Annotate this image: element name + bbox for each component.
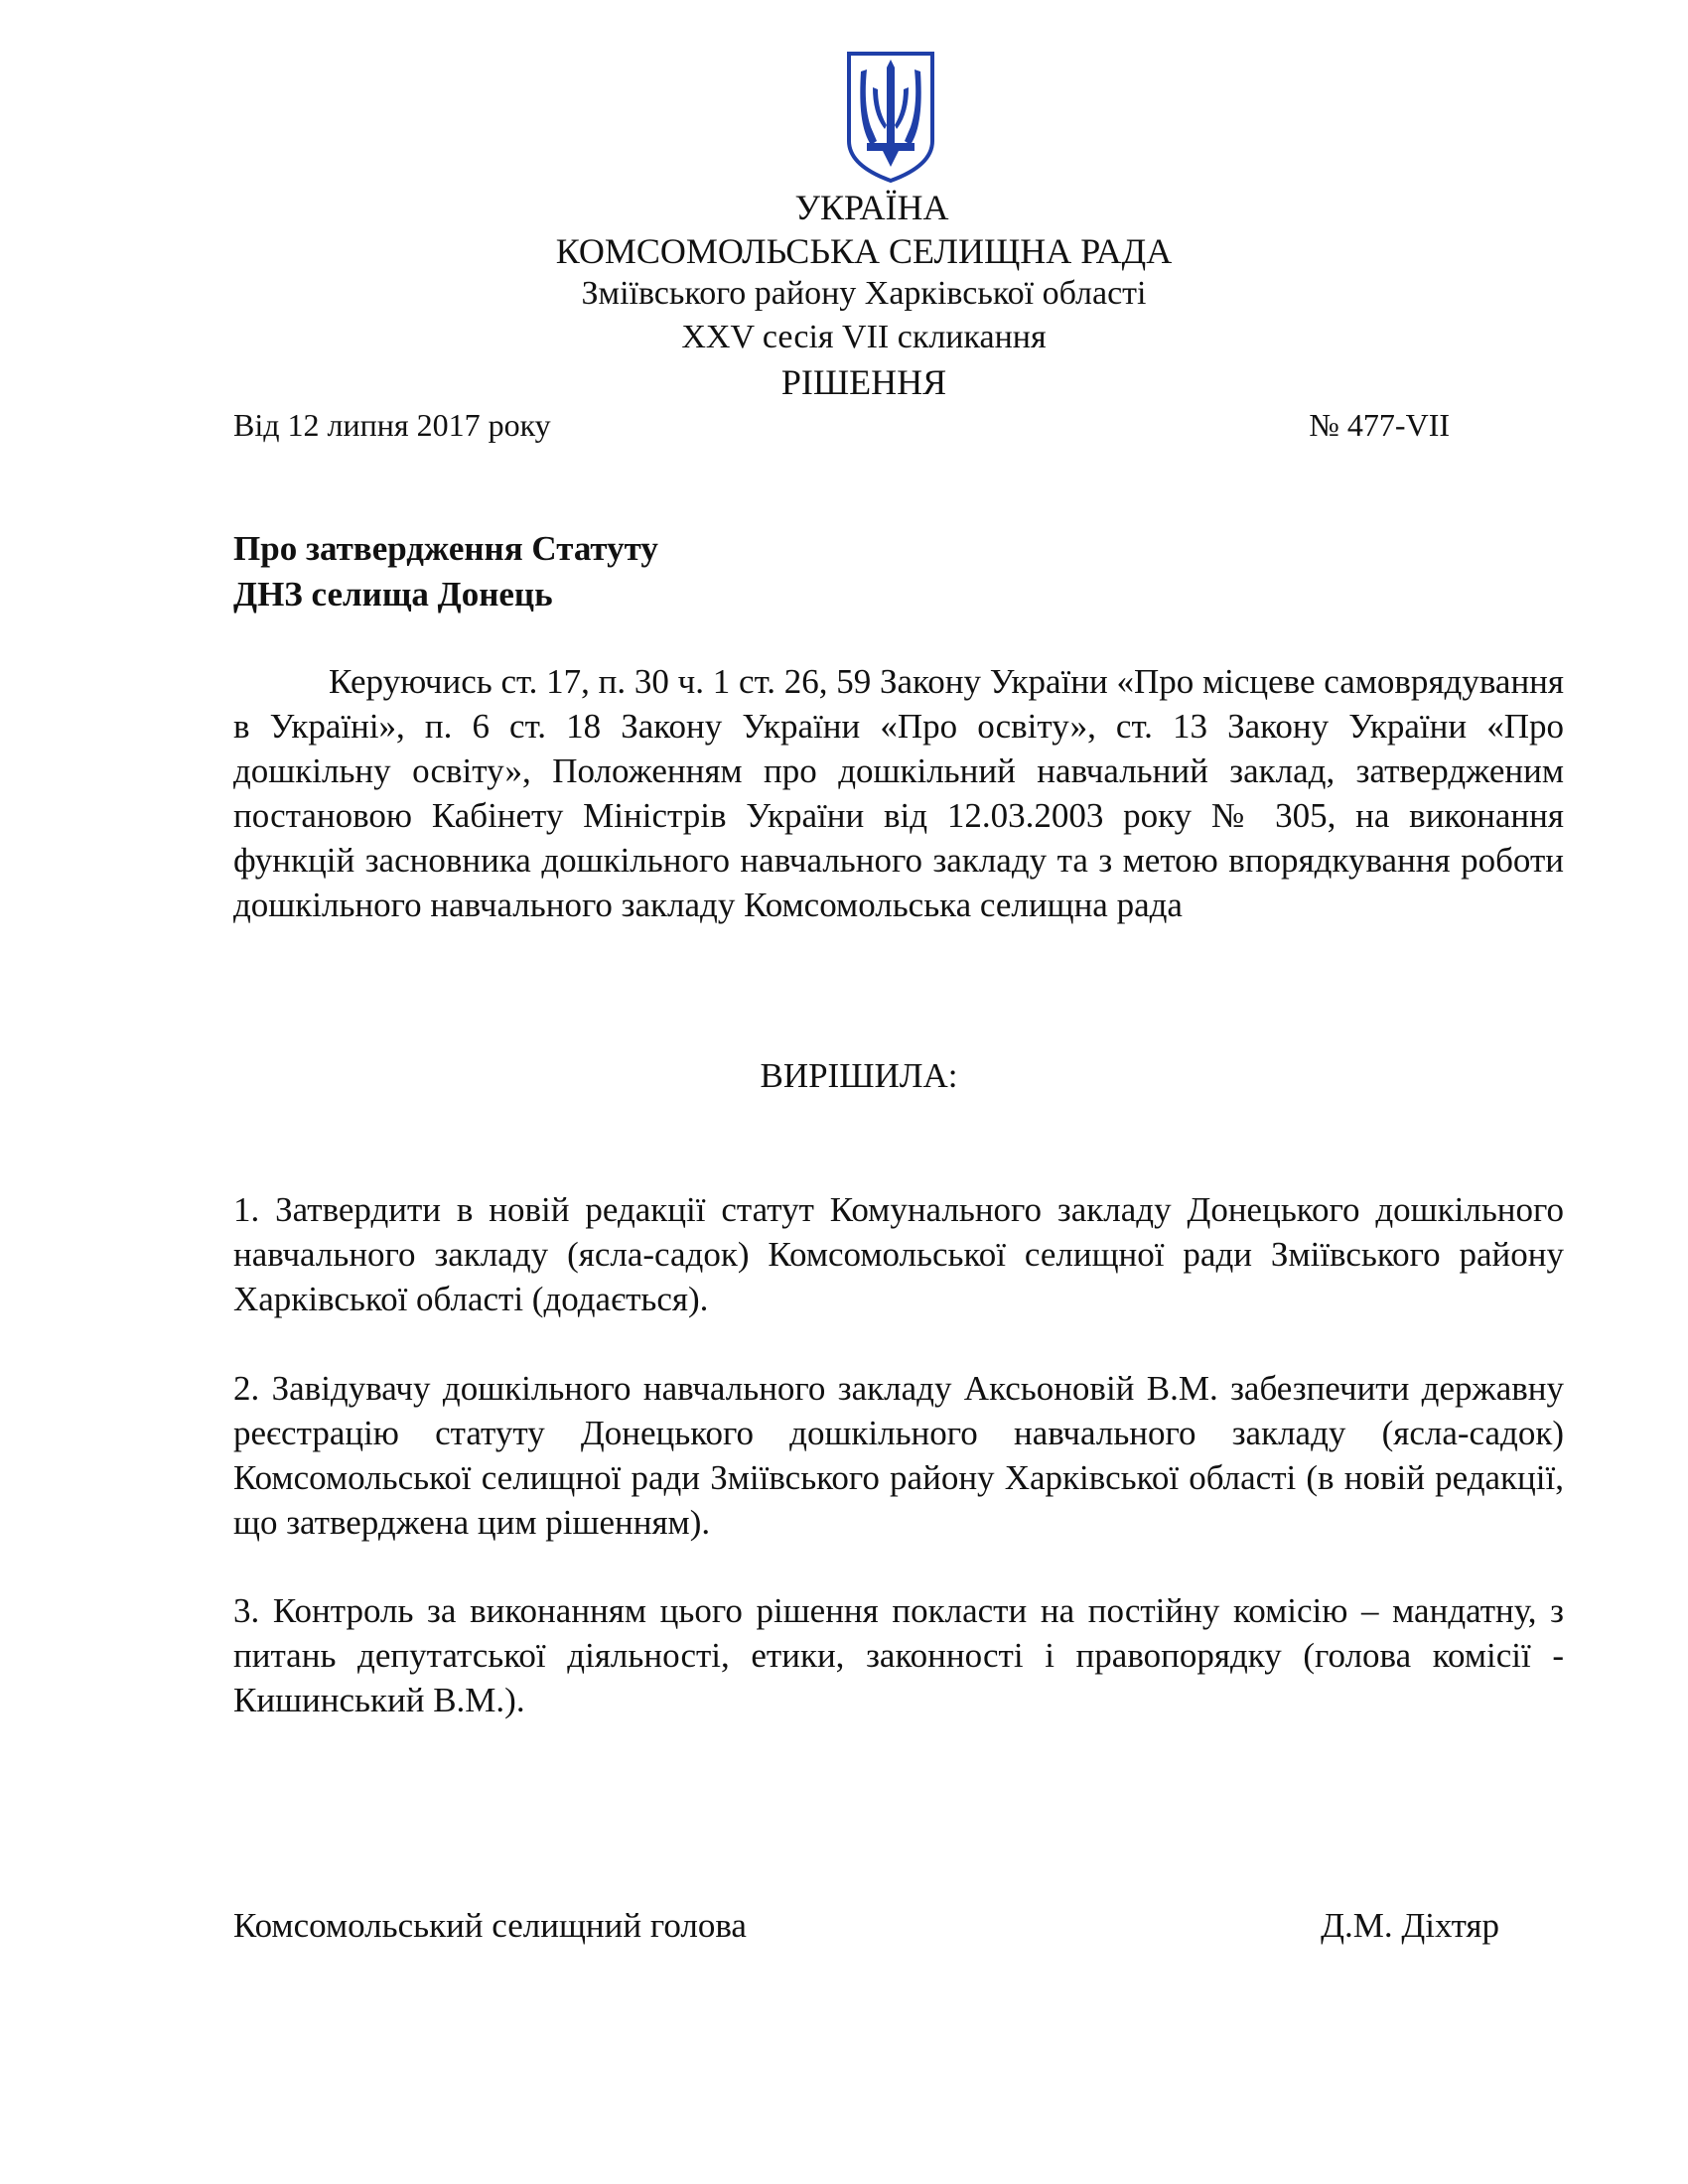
decision-item-1: 1. Затвердити в новій редакції статут Комунального закладу Донецького дошкільного навчального закладу (ясла-садок) Комсомольської селищної ради Зміївського району Харківської області (додається). — [233, 1190, 1564, 1318]
header-doc-type: РІШЕННЯ — [780, 362, 947, 402]
resolved-heading: ВИРІШИЛА: — [760, 1056, 958, 1095]
signatory-position: Комсомольський селищний голова — [233, 1906, 747, 1945]
header-country: УКРАЇНА — [794, 188, 949, 227]
decision-number: № 477-VII — [1309, 407, 1450, 443]
preamble-paragraph: Керуючись ст. 17, п. 30 ч. 1 ст. 26, 59 Закону України «Про місцеве самоврядування в Україні», п. 6 ст. 18 Закону України «Про освіту», ст. 13 Закону України «Про дошкільну освіту», Положенням про дошкільний навчальний заклад, затвердженим постановою Кабінету Міністрів України від 12.03.2003 року № 305, на виконання функцій засновника дошкільного навчального закладу та з метою впорядкування роботи дошкільного навчального закладу Комсомольська селищна рада — [233, 662, 1564, 924]
subject-line-1: Про затвердження Статуту — [233, 529, 658, 568]
decision-item-2: 2. Завідувачу дошкільного навчального закладу Аксьоновій В.М. забезпечити державну реєстрацію статуту Донецького дошкільного навчального закладу (ясла-садок) Комсомольської селищної ради Зміївського району Харківської області (в новій редакції, що затверджена цим рішенням). — [233, 1369, 1564, 1542]
header-council: КОМСОМОЛЬСЬКА СЕЛИЩНА РАДА — [555, 231, 1173, 271]
header-district: Зміївського району Харківської області — [581, 275, 1147, 312]
subject-line-2: ДНЗ селища Донець — [233, 575, 553, 614]
decision-item-3: 3. Контроль за виконанням цього рішення покласти на постійну комісію – мандатну, з питань депутатської діяльності, етики, законності і правопорядку (голова комісії - Кишинський В.М.). — [233, 1591, 1564, 1719]
header-session: XXV сесія VII скликання — [681, 319, 1047, 355]
decision-date: Від 12 липня 2017 року — [233, 407, 551, 443]
decision-subject — [233, 526, 658, 617]
trident-coat-of-arms-icon — [843, 50, 938, 185]
signatory-name: Д.М. Діхтяр — [1321, 1906, 1499, 1945]
